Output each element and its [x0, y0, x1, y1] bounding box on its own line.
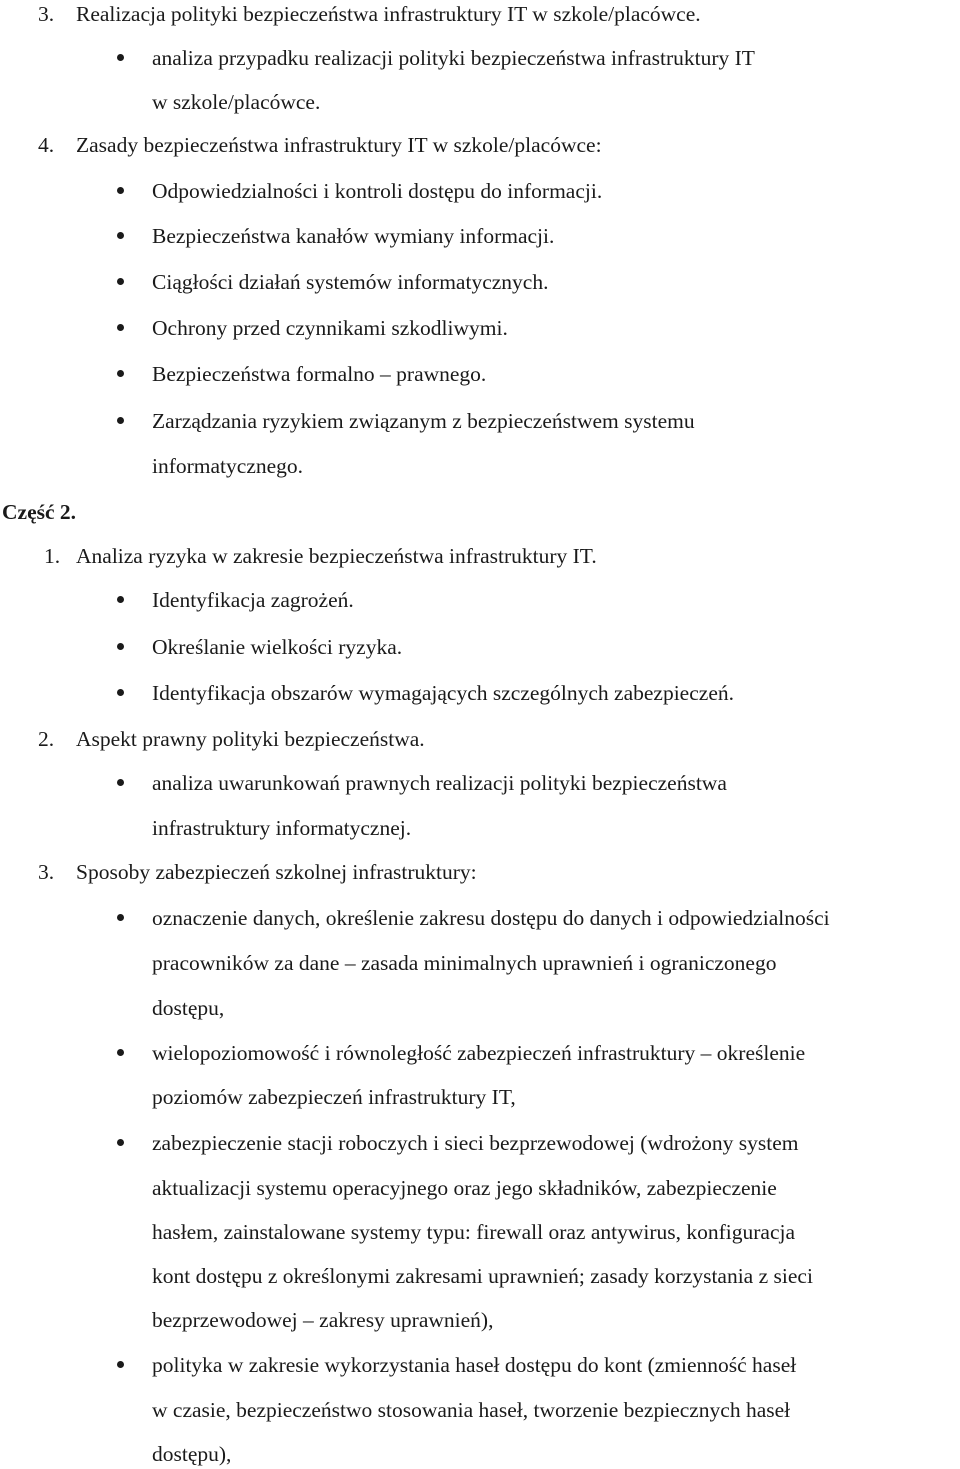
section-title: Zasady bezpieczeństwa infrastruktury IT w szkole/placówce: — [76, 133, 602, 157]
list-item-continuation: infrastruktury informatycznej. — [152, 816, 412, 840]
bullet-icon — [117, 596, 124, 603]
list-item: oznaczenie danych, określenie zakresu dostępu do danych i odpowiedzialności — [152, 906, 830, 930]
list-item: Identyfikacja obszarów wymagających szczególnych zabezpieczeń. — [152, 681, 734, 705]
bullet-icon — [117, 1139, 124, 1146]
list-item: Ciągłości działań systemów informatycznych. — [152, 270, 549, 294]
bullet-icon — [117, 914, 124, 921]
list-item-continuation: informatycznego. — [152, 454, 304, 478]
list-item: wielopoziomowość i równoległość zabezpieczeń infrastruktury – określenie — [152, 1041, 806, 1065]
list-item: Bezpieczeństwa kanałów wymiany informacji. — [152, 224, 555, 248]
section-title: Realizacja polityki bezpieczeństwa infrastruktury IT w szkole/placówce. — [76, 2, 701, 26]
list-item: analiza przypadku realizacji polityki bezpieczeństwa infrastruktury IT — [152, 46, 755, 70]
bullet-icon — [117, 643, 124, 650]
list-item-continuation: w czasie, bezpieczeństwo stosowania haseł, tworzenie bezpiecznych haseł — [152, 1398, 791, 1422]
bullet-icon — [117, 779, 124, 786]
section-number: 1. — [44, 544, 61, 568]
section-number: 3. — [38, 860, 55, 884]
list-item-continuation: w szkole/placówce. — [152, 90, 321, 114]
bullet-icon — [117, 370, 124, 377]
list-item: analiza uwarunkowań prawnych realizacji polityki bezpieczeństwa — [152, 771, 727, 795]
bullet-icon — [117, 232, 124, 239]
bullet-icon — [117, 417, 124, 424]
bullet-icon — [117, 278, 124, 285]
section-number: 3. — [38, 2, 55, 26]
bullet-icon — [117, 1049, 124, 1056]
bullet-icon — [117, 187, 124, 194]
list-item-continuation: dostępu, — [152, 996, 225, 1020]
list-item: polityka w zakresie wykorzystania haseł dostępu do kont (zmienność haseł — [152, 1353, 797, 1377]
section-number: 4. — [38, 133, 55, 157]
list-item-continuation: poziomów zabezpieczeń infrastruktury IT, — [152, 1085, 516, 1109]
bullet-icon — [117, 324, 124, 331]
list-item: Zarządzania ryzykiem związanym z bezpieczeństwem systemu — [152, 409, 695, 433]
list-item-continuation: pracowników za dane – zasada minimalnych uprawnień i ograniczonego — [152, 951, 777, 975]
bullet-icon — [117, 54, 124, 61]
section-title: Sposoby zabezpieczeń szkolnej infrastruktury: — [76, 860, 477, 884]
list-item: zabezpieczenie stacji roboczych i sieci bezprzewodowej (wdrożony system — [152, 1131, 799, 1155]
list-item-continuation: aktualizacji systemu operacyjnego oraz jego składników, zabezpieczenie — [152, 1176, 777, 1200]
bullet-icon — [117, 689, 124, 696]
section-title: Aspekt prawny polityki bezpieczeństwa. — [76, 727, 425, 751]
list-item-continuation: dostępu), — [152, 1442, 232, 1466]
bullet-icon — [117, 1361, 124, 1368]
list-item: Bezpieczeństwa formalno – prawnego. — [152, 362, 487, 386]
list-item-continuation: hasłem, zainstalowane systemy typu: firewall oraz antywirus, konfiguracja — [152, 1220, 796, 1244]
section-title: Analiza ryzyka w zakresie bezpieczeństwa infrastruktury IT. — [76, 544, 597, 568]
list-item: Identyfikacja zagrożeń. — [152, 588, 354, 612]
list-item: Odpowiedzialności i kontroli dostępu do informacji. — [152, 179, 603, 203]
list-item: Ochrony przed czynnikami szkodliwymi. — [152, 316, 508, 340]
list-item: Określanie wielkości ryzyka. — [152, 635, 403, 659]
list-item-continuation: bezprzewodowej – zakresy uprawnień), — [152, 1308, 494, 1332]
part-heading: Część 2. — [2, 500, 77, 524]
section-number: 2. — [38, 727, 55, 751]
list-item-continuation: kont dostępu z określonymi zakresami uprawnień; zasady korzystania z sieci — [152, 1264, 813, 1288]
